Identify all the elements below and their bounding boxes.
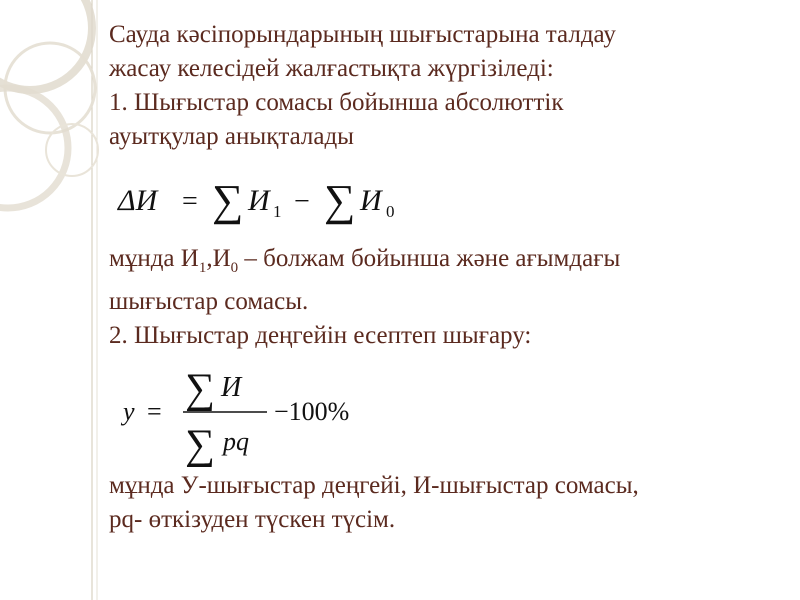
where2-line-2: pq- өткізуден түскен түсім. [109, 506, 396, 533]
formula1-var-1: И [248, 184, 270, 217]
formula2-lhs: у [123, 397, 135, 426]
formula1-sub-1: 1 [273, 202, 282, 221]
formula1-minus: − [294, 186, 310, 217]
formula1-lhs: ΔИ [118, 184, 158, 217]
heading-line-1: Сауда кәсіпорындарының шығыстарына талдау [109, 21, 616, 48]
formula2-sum-num: ∑ [185, 366, 215, 412]
formula-expense-level [117, 360, 397, 470]
formula1-sub-0: 0 [386, 202, 395, 221]
formula2-tail: −100% [274, 397, 350, 426]
where1-line-2: шығыстар сомасы. [109, 288, 309, 315]
formula1-sum-1: ∑ [212, 176, 244, 225]
formula1-sum-2: ∑ [324, 176, 356, 225]
formula2-equals: = [147, 397, 162, 426]
step1-line-2: ауытқулар анықталады [109, 123, 354, 150]
formula2-sum-den: ∑ [185, 422, 215, 468]
formula1-equals: = [182, 186, 198, 217]
decor-ring-4 [46, 124, 98, 176]
formula2-numerator: И [221, 372, 242, 403]
where1-line-1: мұнда $И_1,И_0$ – болжам бойынша және ағымдағы [109, 245, 621, 276]
step2-line: 2. Шығыстар деңгейін есептеп шығару: [109, 322, 532, 349]
formula2-denominator: pq [223, 427, 249, 456]
where2-line-1: мұнда У-шығыстар деңгейі, И-шығыстар сомасы, [109, 472, 639, 499]
step1-line-1: 1. Шығыстар сомасы бойынша абсолюттік [109, 89, 564, 116]
heading-line-2: жасау келесідей жалғастықта жүргізіледі: [109, 55, 554, 82]
formula-absolute-deviation [116, 172, 426, 230]
decor-ring-1 [0, 0, 92, 90]
formula1-var-2: И [360, 184, 382, 217]
